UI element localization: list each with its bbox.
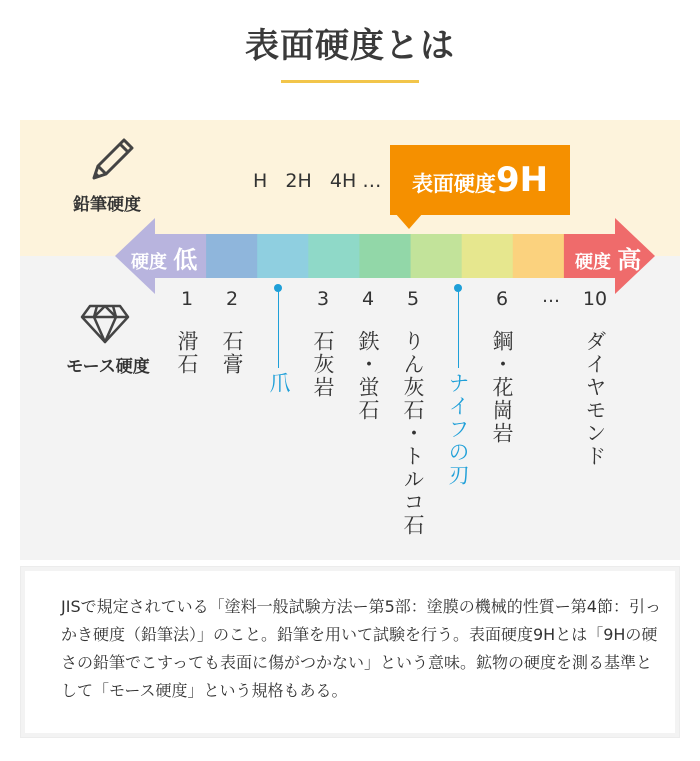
mineral-label: りん灰石・トルコ石 [401, 330, 425, 537]
knife-marker-line [458, 288, 459, 368]
scale-segment [257, 234, 309, 278]
mohs-number: 1 [180, 288, 194, 310]
description-box [20, 566, 680, 738]
mohs-number: 4 [361, 288, 375, 310]
page-title: 表面硬度とは [245, 26, 455, 66]
high-word: 高 [617, 246, 642, 274]
scale-segment [308, 234, 360, 278]
mohs-number: 2 [225, 288, 239, 310]
high-hardness-label [575, 240, 641, 275]
mineral-label: 滑石 [175, 330, 199, 376]
pencil-grade-scale: H 2H 4H … [253, 170, 382, 192]
mohs-number: 6 [495, 288, 509, 310]
scale-segment [513, 234, 565, 278]
callout-prefix: 表面硬度 [411, 172, 496, 196]
mineral-label: 石膏 [220, 330, 244, 376]
mohs-hardness-label: モース硬度 [66, 357, 150, 377]
scale-segment [206, 234, 258, 278]
description-text: JISで規定されている「塗料一般試験方法ー第5部：塗膜の機械的性質ー第4節：引っかき硬度（鉛筆法）」のこと。鉛筆を用いて試験を行う。表面硬度9Hとは「9Hの硬さの鉛筆でこすっても表面に傷がつかない」という意味。鉱物の硬度を測る基準として「モース硬度」という規格もある。 [61, 597, 661, 700]
low-hardness-label [131, 240, 197, 275]
scale-segment [411, 234, 463, 278]
low-word: 低 [173, 246, 198, 274]
mineral-label: 石灰岩 [311, 330, 335, 399]
callout-value: 9H [495, 160, 549, 200]
mohs-number: 5 [406, 288, 420, 310]
mineral-label: 鉄・蛍石 [356, 330, 380, 422]
nail-marker-line [278, 288, 279, 368]
nail-label: 爪 [267, 372, 291, 395]
mohs-number: 10 [582, 288, 608, 310]
mineral-label: ダイヤモンド [583, 330, 607, 468]
low-prefix: 硬度 [131, 252, 167, 273]
pencil-hardness-label: 鉛筆硬度 [73, 195, 141, 215]
diamond-icon [80, 302, 130, 346]
mohs-ellipsis: … [542, 286, 560, 307]
knife-label: ナイフの刃 [446, 372, 470, 487]
mohs-number: 3 [316, 288, 330, 310]
scale-segment [359, 234, 411, 278]
mineral-label: 鋼・花崗岩 [490, 330, 514, 445]
high-prefix: 硬度 [575, 252, 611, 273]
scale-segment [462, 234, 514, 278]
